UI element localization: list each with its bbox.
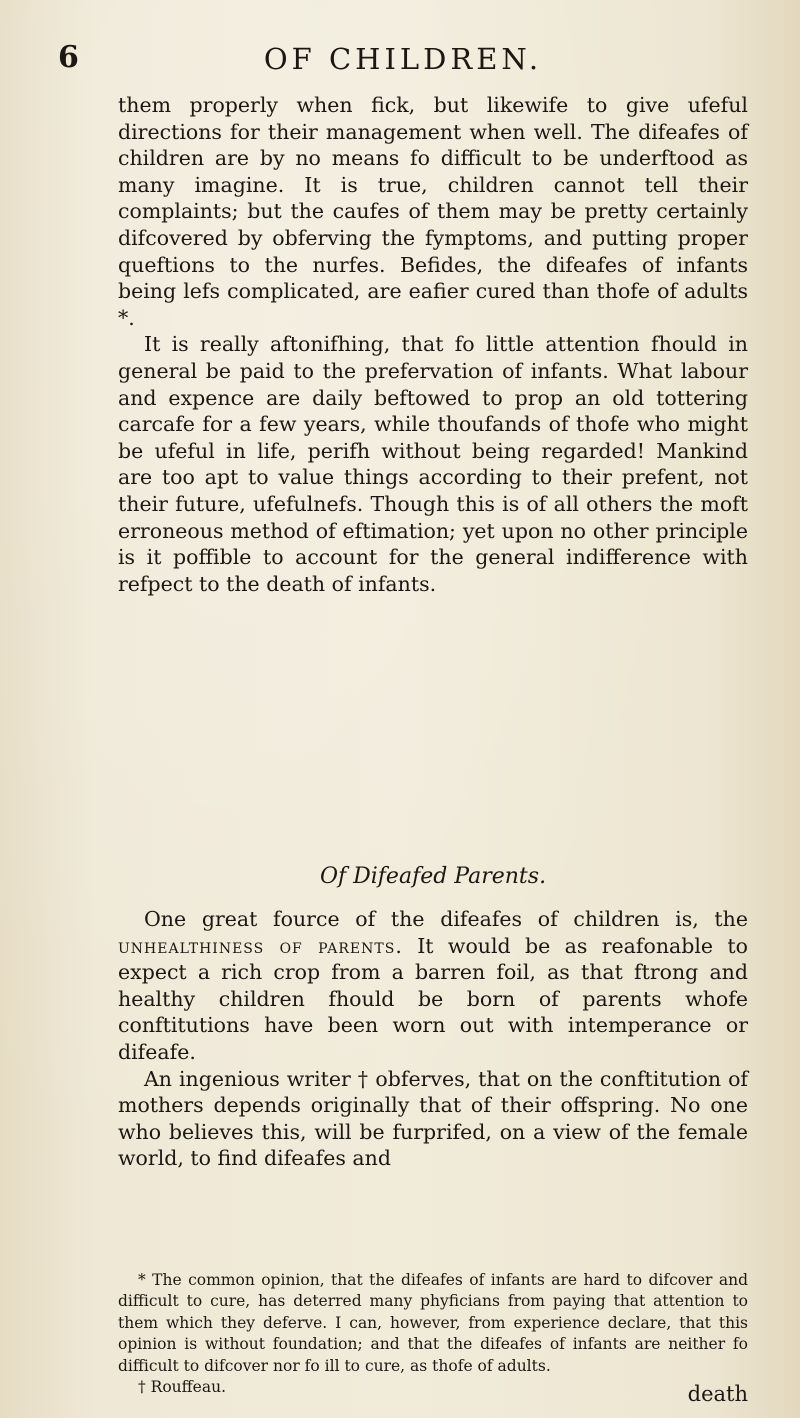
section-heading: Of Difeafed Parents.: [319, 864, 547, 889]
footnote: * The common opinion, that the difeafes of infants are hard to difcover and difficult to cure, has deterred many phyficians from paying that attention to them which they deferve. I can, however, from experience declare, that this opinion is without foundation; and that the difeafes of infants are neither fo difficult to difcover nor fo ill to cure, as thofe of adults.: [118, 1271, 748, 1375]
paragraph: It is really aftonifhing, that fo little attention fhould in general be paid to the prefervation of infants. What labour and expence are daily beftowed to prop an old tottering carcafe for a few years, while thoufands of thofe who might be ufeful in life, perifh without being regarded! Mankind are too apt to value things according to their prefent, not their future, ufefulnefs. Though this is of all others the moft erroneous method of eftimation; yet upon no other principle is it poffible to account for the general indifference with refpect to the death of infants.: [118, 332, 748, 596]
paragraph-lead: One great fource of the difeafes of children is, the: [144, 907, 748, 931]
section-text: [118, 906, 748, 1172]
paragraph-rest: It would be as reafonable to expect a rich crop from a barren foil, as that ftrong and healthy children fhould be born of parents whofe conftitutions have been worn out with intemperance or difeafe.: [118, 933, 748, 1064]
page-number: 6: [58, 40, 79, 75]
running-head: OF CHILDREN.: [263, 42, 543, 76]
main-text: [118, 92, 748, 597]
footnotes: [118, 1270, 748, 1398]
paragraph: them properly when fick, but likewife to give ufeful directions for their management when well. The difeafes of children are by no means fo difficult to be underftood as many imagine. It is true, children cannot tell their complaints; but the caufes of them may be pretty certainly difcovered by obferving the fymptoms, and putting proper queftions to the nurfes. Befides, the difeafes of infants being lefs complicated, are eafier cured than thofe of adults *.: [118, 93, 748, 330]
page-header: [58, 40, 748, 84]
paragraph: [118, 906, 748, 1066]
catchword: death: [687, 1382, 748, 1406]
footnote: † Rouffeau.: [138, 1378, 226, 1397]
paragraph: An ingenious writer † obferves, that on the conftitution of mothers depends originally that of their offspring. No one who believes this, will be furprifed, on a view of the female world, to find difeafes and: [118, 1066, 748, 1171]
emphasized-phrase: unhealthiness of parents.: [118, 933, 403, 958]
